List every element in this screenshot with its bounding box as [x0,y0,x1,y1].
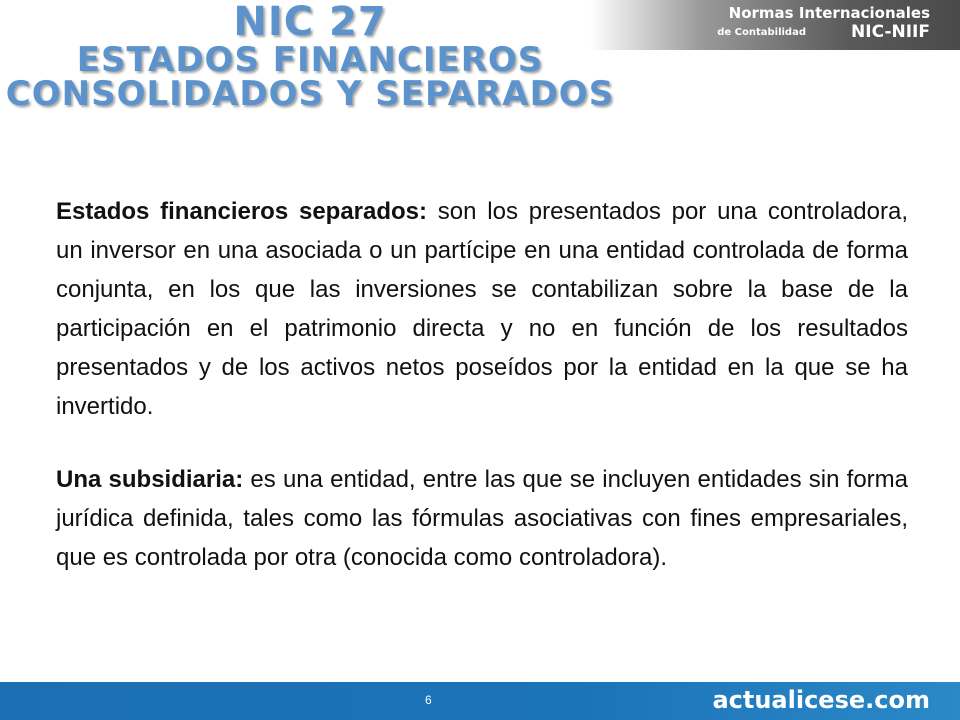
definition-term: Una subsidiaria: [56,466,244,493]
brand-line-3: NIC-NIIF [851,22,930,42]
definition-term: Estados financieros separados: [56,198,428,225]
footer-bar [0,682,960,720]
definition-text: es una entidad, entre las que se incluyen entidades sin forma jurídica definida, tales como las fórmulas asociativas con fines empresariales, que es controlada por otra (conocida como controladora). [56,466,908,571]
site-logo-text: actualicese.com [712,686,930,714]
title-line-3: CONSOLIDADOS Y SEPARADOS [5,74,615,115]
slide-content [56,192,908,611]
definition-paragraph [56,192,908,426]
title-line-2: ESTADOS FINANCIEROS [76,39,544,80]
definition-paragraph [56,460,908,577]
definition-text: son los presentados por una controladora, un inversor en una asociada o un partícipe en una entidad controlada de forma conjunta, en los que las inversiones se contabilizan sobre la base de la participación en el patrimonio directa y no en función de los resultados presentados y de los activos netos poseídos por la entidad en la que se ha invertido. [56,198,908,420]
brand-line-2: de Contabilidad [717,27,806,38]
title-line-1: NIC 27 [233,0,387,45]
brand-banner [590,0,960,50]
page-number: 6 [425,693,432,707]
slide-title [0,0,620,115]
brand-line-1: Normas Internacionales [728,4,930,22]
